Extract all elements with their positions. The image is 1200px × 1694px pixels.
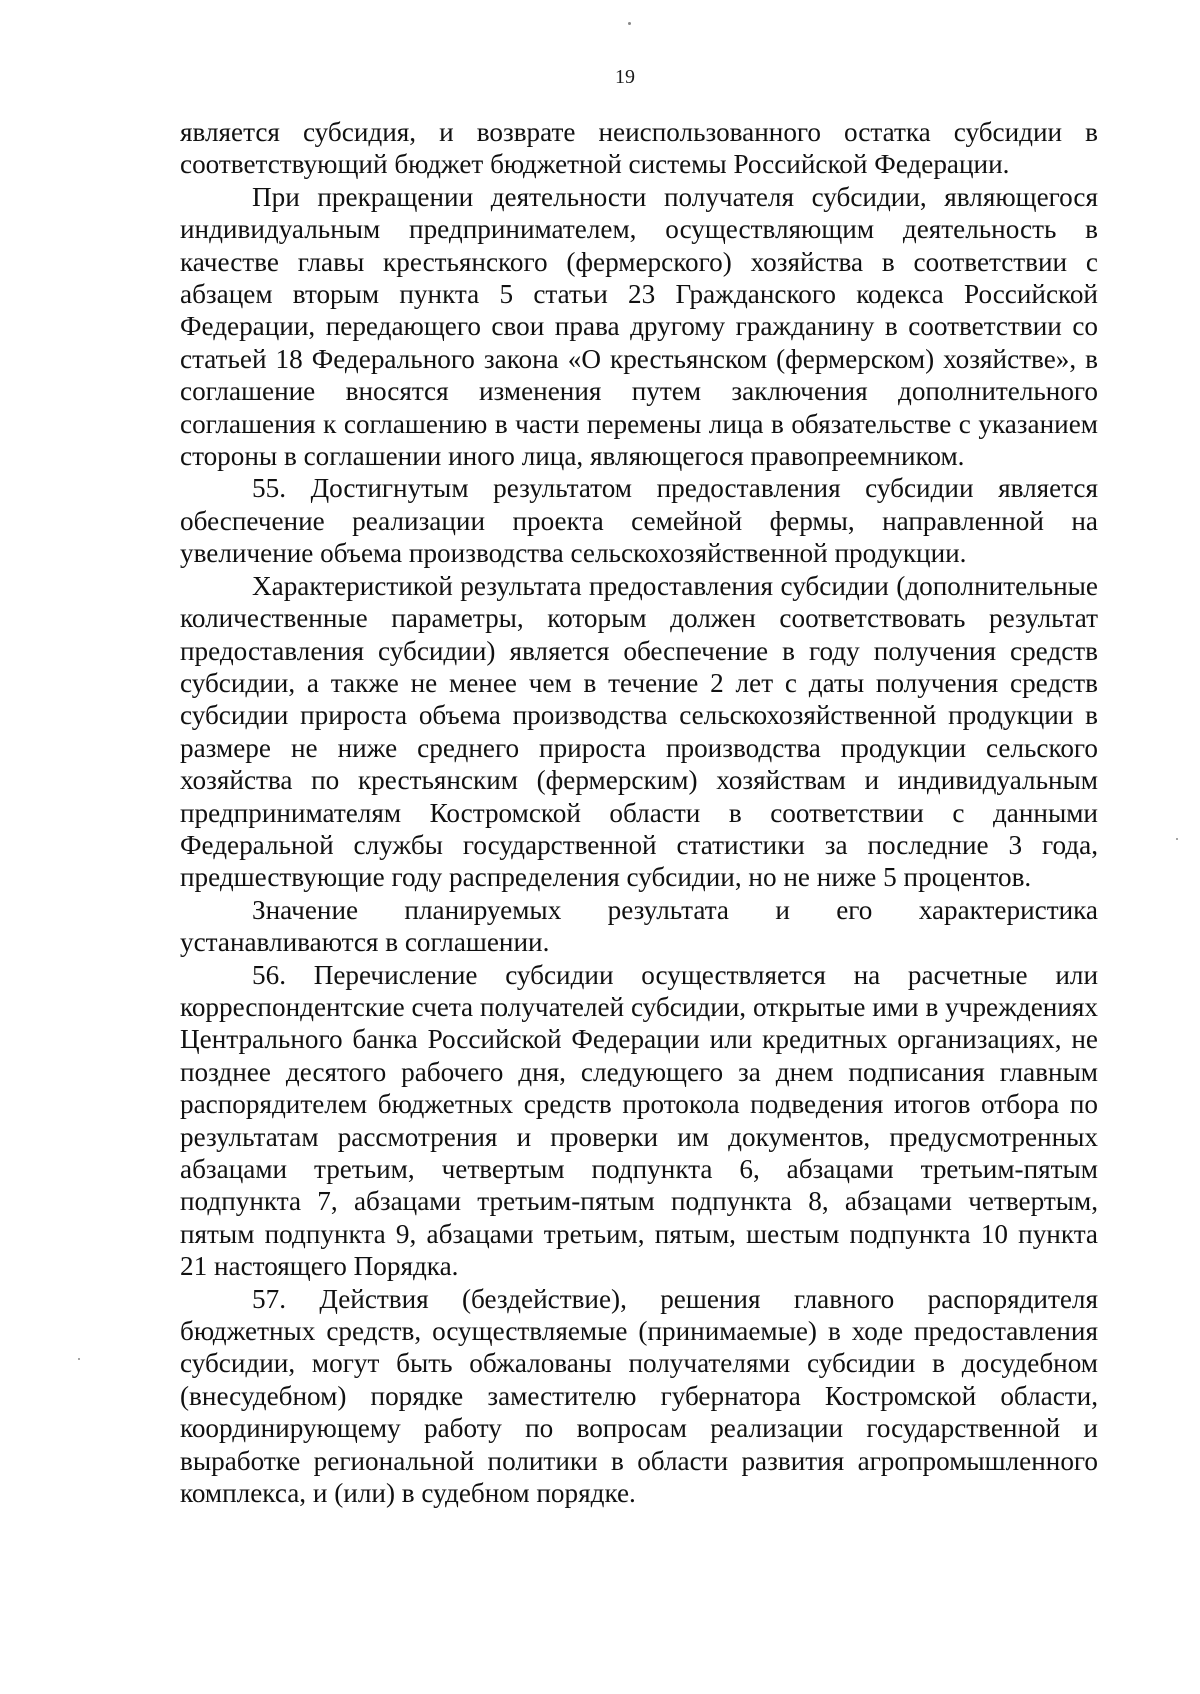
paragraph-57: 57. Действия (бездействие), решения главного распорядителя бюджетных средств, осуществляемые (принимаемые) в ходе предоставления субсидии, могут быть обжалованы получателями субсидии в досудебном (внесудебном) порядке заместителю губернатора Костромской области, координирующему работу по вопросам реализации государственной и выработке региональной политики в области развития агропромышленного комплекса, и (или) в судебном порядке. (180, 1283, 1098, 1509)
scan-speck (78, 1358, 80, 1360)
paragraph-55: 55. Достигнутым результатом предоставления субсидии является обеспечение реализации проекта семейной фермы, направленной на увеличение объема производства сельскохозяйственной продукции. (180, 473, 1098, 569)
paragraph-planned-value: Значение планируемых результата и его характеристика устанавливаются в соглашении. (180, 894, 1098, 958)
scan-speck (628, 22, 631, 25)
paragraph-characteristic: Характеристикой результата предоставления субсидии (дополнительные количественные параметры, которым должен соответствовать результат предоставления субсидии) является обеспечение в году получения средств субсидии, а также не менее чем в течение 2 лет с даты получения средств субсидии прироста объема производства сельскохозяйственной продукции в размере не ниже среднего прироста производства продукции сельского хозяйства по крестьянским (фермерским) хозяйствам и индивидуальным предпринимателям Костромской области в соответствии с данными Федеральной службы государственной статистики за последние 3 года, предшествующие году распределения субсидии, но не ниже 5 процентов. (180, 570, 1098, 893)
paragraph-56: 56. Перечисление субсидии осуществляется на расчетные или корреспондентские счета получателей субсидии, открытые ими в учреждениях Центрального банка Российской Федерации или кредитных организациях, не позднее десятого рабочего дня, следующего за днем подписания главным распорядителем бюджетных средств протокола подведения итогов отбора по результатам рассмотрения и проверки им документов, предусмотренных абзацами третьим, четвертым подпункта 6, абзацами третьим-пятым подпункта 7, абзацами третьим-пятым подпункта 8, абзацами четвертым, пятым подпункта 9, абзацами третьим, пятым, шестым подпункта 10 пункта 21 настоящего Порядка. (180, 959, 1098, 1282)
paragraph-termination: При прекращении деятельности получателя субсидии, являющегося индивидуальным предпринимателем, осуществляющим деятельность в качестве главы крестьянского (фермерского) хозяйства в соответствии с абзацем вторым пункта 5 статьи 23 Гражданского кодекса Российской Федерации, передающего свои права другому гражданину в соответствии со статьей 18 Федерального закона «О крестьянском (фермерском) хозяйстве», в соглашение вносятся изменения путем заключения дополнительного соглашения к соглашению в части перемены лица в обязательстве с указанием стороны в соглашении иного лица, являющегося правопреемником. (180, 181, 1098, 472)
document-body (180, 116, 1098, 1509)
paragraph-continuation: является субсидия, и возврате неиспользованного остатка субсидии в соответствующий бюджет бюджетной системы Российской Федерации. (180, 117, 1098, 180)
scan-speck (1176, 838, 1178, 840)
page-number: 19 (615, 66, 635, 88)
